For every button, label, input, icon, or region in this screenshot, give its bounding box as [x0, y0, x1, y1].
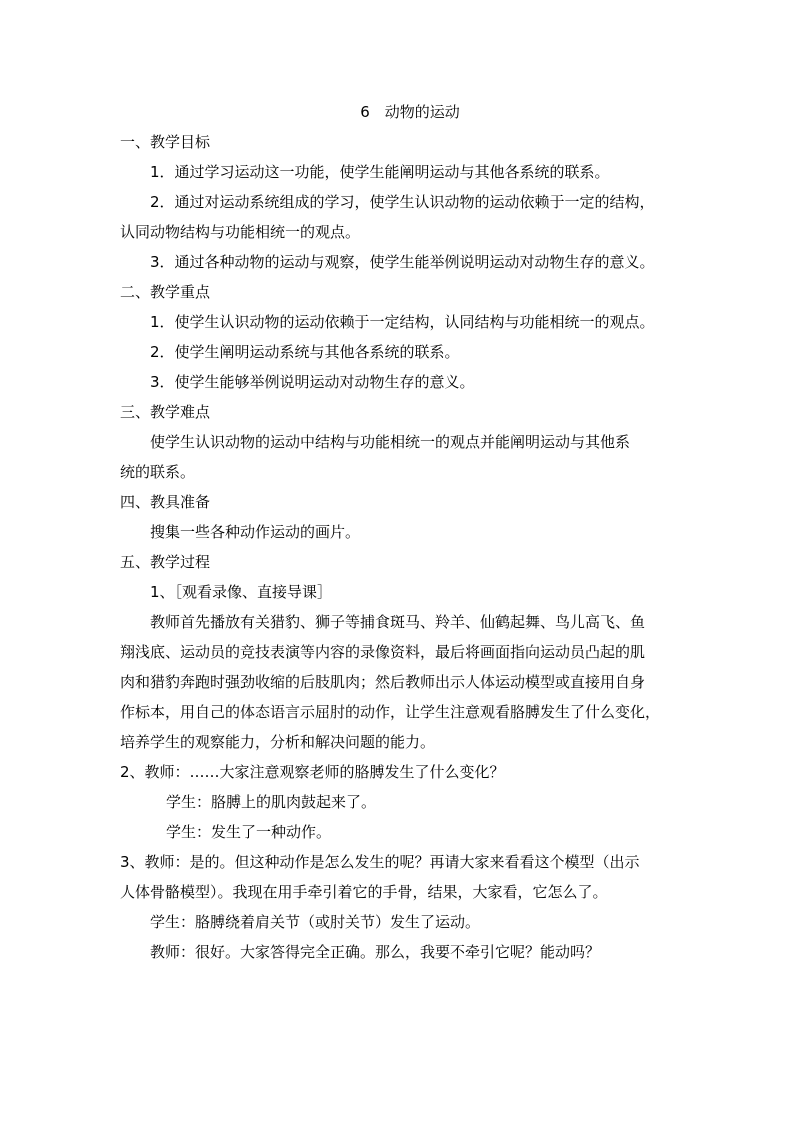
text-line: 使学生认识动物的运动中结构与功能相统一的观点并能阐明运动与其他系 — [150, 433, 631, 451]
text-line: 搜集一些各种动作运动的画片。 — [150, 523, 361, 541]
document-lines — [120, 127, 680, 967]
text-line: 2、教师：……大家注意观察老师的胳膊发生了什么变化？ — [120, 763, 505, 781]
text-line: 1、［观看录像、直接导课］ — [150, 583, 333, 601]
text-line: 1．使学生认识动物的运动依赖于一定结构，认同结构与功能相统一的观点。 — [150, 313, 655, 331]
text-line: 学生：发生了一种动作。 — [166, 823, 332, 841]
document-body — [120, 97, 680, 967]
text-line: 翔浅底、运动员的竞技表演等内容的录像资料，最后将画面指向运动员凸起的肌 — [120, 643, 646, 661]
text-line: 肉和猎豹奔跑时强劲收缩的后肢肌肉；然后教师出示人体运动模型或直接用自身 — [120, 673, 646, 691]
text-line: 学生：胳膊绕着肩关节（或肘关节）发生了运动。 — [150, 913, 481, 931]
text-line: 1．通过学习运动这一功能，使学生能阐明运动与其他各系统的联系。 — [150, 163, 610, 181]
text-line: 作标本，用自己的体态语言示屈肘的动作，让学生注意观看胳膊发生了什么变化， — [120, 703, 661, 721]
text-line: 认同动物结构与功能相统一的观点。 — [120, 223, 361, 241]
text-line: 五、教学过程 — [120, 553, 211, 571]
text-line: 统的联系。 — [120, 463, 196, 481]
text-line: 人体骨骼模型）。我现在用手牵引着它的手骨，结果，大家看，它怎么了。 — [120, 883, 608, 901]
text-line: 3．使学生能够举例说明运动对动物生存的意义。 — [150, 373, 475, 391]
text-line: 学生：胳膊上的肌肉鼓起来了。 — [166, 793, 377, 811]
text-line: 四、教具准备 — [120, 493, 211, 511]
text-line: 培养学生的观察能力，分析和解决问题的能力。 — [120, 733, 436, 751]
text-line: 2．使学生阐明运动系统与其他各系统的联系。 — [150, 343, 460, 361]
document-title: 6 动物的运动 — [360, 103, 460, 121]
text-line: 3、教师：是的。但这种动作是怎么发生的呢？再请大家来看看这个模型（出示 — [120, 853, 640, 871]
text-line: 一、教学目标 — [120, 133, 211, 151]
text-line: 教师首先播放有关猎豹、狮子等捕食斑马、羚羊、仙鹤起舞、鸟儿高飞、鱼 — [150, 613, 646, 631]
text-line: 三、教学难点 — [120, 403, 211, 421]
text-line: 2．通过对运动系统组成的学习，使学生认识动物的运动依赖于一定的结构， — [150, 193, 655, 211]
text-line: 二、教学重点 — [120, 283, 211, 301]
text-line: 3．通过各种动物的运动与观察，使学生能举例说明运动对动物生存的意义。 — [150, 253, 655, 271]
text-line: 教师：很好。大家答得完全正确。那么，我要不牵引它呢？能动吗？ — [150, 943, 601, 961]
